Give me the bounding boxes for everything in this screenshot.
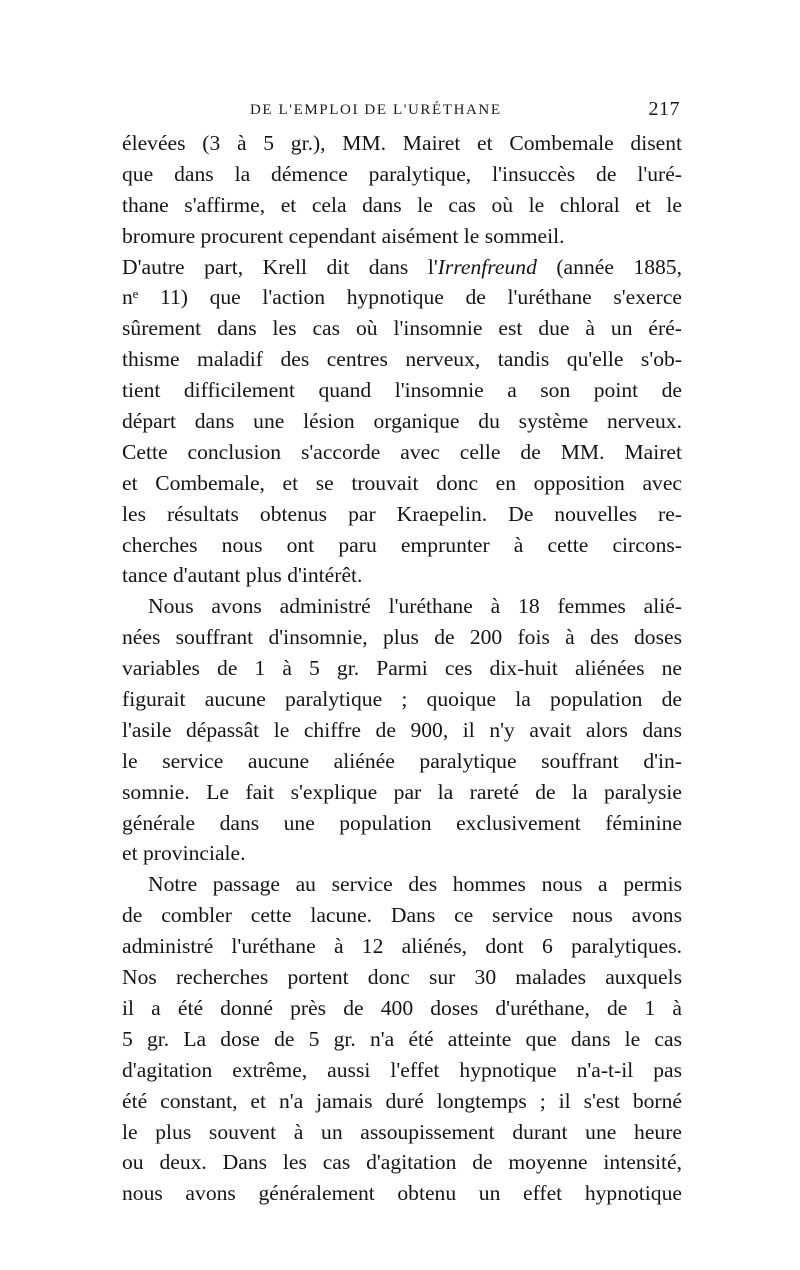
text-line: les résultats obtenus par Kraepelin. De nouvelles re- bbox=[122, 501, 682, 526]
running-title: DE L'EMPLOI DE L'URÉTHANE bbox=[250, 102, 502, 118]
text-line: ou deux. Dans les cas d'agitation de moyenne intensité, bbox=[122, 1150, 682, 1175]
text-segment: (année 1885, bbox=[536, 254, 682, 279]
text-line: le service aucune aliénée paralytique souffrant d'in- bbox=[122, 748, 682, 773]
text-line: le plus souvent à un assoupissement durant une heure bbox=[122, 1119, 682, 1144]
text-line: élevées (3 à 5 gr.), MM. Mairet et Combemale disent bbox=[122, 131, 682, 155]
journal-title: Irrenfreund bbox=[437, 254, 537, 279]
text-line: de combler cette lacune. Dans ce service nous avons bbox=[122, 903, 682, 928]
text-line: Nos recherches portent donc sur 30 malades auxquels bbox=[122, 965, 682, 990]
text-line: thane s'affirme, et cela dans le cas où le chloral et le bbox=[122, 192, 682, 217]
text-line: il a été donné près de 400 doses d'uréthane, de 1 à bbox=[122, 995, 682, 1020]
text-line: Nous avons administré l'uréthane à 18 femmes alié- bbox=[148, 594, 682, 619]
text-line: tance d'autant plus d'intérêt. bbox=[122, 563, 363, 588]
page-number: 217 bbox=[648, 98, 680, 120]
text-line: cherches nous ont paru emprunter à cette circons- bbox=[122, 532, 682, 557]
body-text bbox=[122, 128, 682, 1209]
text-line: générale dans une population exclusivement féminine bbox=[122, 810, 682, 835]
text-line: bromure procurent cependant aisément le sommeil. bbox=[122, 223, 565, 248]
text-line: Notre passage au service des hommes nous a permis bbox=[148, 872, 682, 897]
text-line: thisme maladif des centres nerveux, tandis qu'elle s'ob- bbox=[122, 347, 682, 372]
text-line: et provinciale. bbox=[122, 841, 246, 866]
text-line: et Combemale, et se trouvait donc en opposition avec bbox=[122, 470, 682, 495]
paragraph-3 bbox=[122, 869, 682, 1209]
text-line: nous avons généralement obtenu un effet hypnotique bbox=[122, 1181, 682, 1206]
text-line bbox=[122, 252, 682, 283]
text-line: nées souffrant d'insomnie, plus de 200 fois à des doses bbox=[122, 625, 682, 650]
text-line: d'agitation extrême, aussi l'effet hypnotique n'a-t-il pas bbox=[122, 1057, 682, 1082]
paragraph-2 bbox=[122, 591, 682, 869]
text-line: sûrement dans les cas où l'insomnie est due à un éré- bbox=[122, 316, 682, 341]
text-line: Cette conclusion s'accorde avec celle de MM. Mairet bbox=[122, 439, 682, 464]
paragraph-1 bbox=[122, 128, 682, 591]
text-line: variables de 1 à 5 gr. Parmi ces dix-huit aliénées ne bbox=[122, 656, 682, 681]
running-head bbox=[122, 98, 680, 128]
text-line: que dans la démence paralytique, l'insuccès de l'uré- bbox=[122, 161, 682, 186]
text-line: nᵉ 11) que l'action hypnotique de l'uréthane s'exerce bbox=[122, 285, 682, 310]
text-line: tient difficilement quand l'insomnie a son point de bbox=[122, 378, 682, 403]
text-segment: D'autre part, Krell dit dans l' bbox=[122, 254, 438, 279]
text-line: somnie. Le fait s'explique par la rareté de la paralysie bbox=[122, 779, 682, 804]
text-line: 5 gr. La dose de 5 gr. n'a été atteinte que dans le cas bbox=[122, 1026, 682, 1051]
text-line: figurait aucune paralytique ; quoique la population de bbox=[122, 687, 682, 712]
text-line: départ dans une lésion organique du système nerveux. bbox=[122, 409, 682, 434]
text-line: administré l'uréthane à 12 aliénés, dont 6 paralytiques. bbox=[122, 934, 682, 959]
text-line: été constant, et n'a jamais duré longtemps ; il s'est borné bbox=[122, 1088, 682, 1113]
text-line: l'asile dépassât le chiffre de 900, il n'y avait alors dans bbox=[122, 717, 682, 742]
